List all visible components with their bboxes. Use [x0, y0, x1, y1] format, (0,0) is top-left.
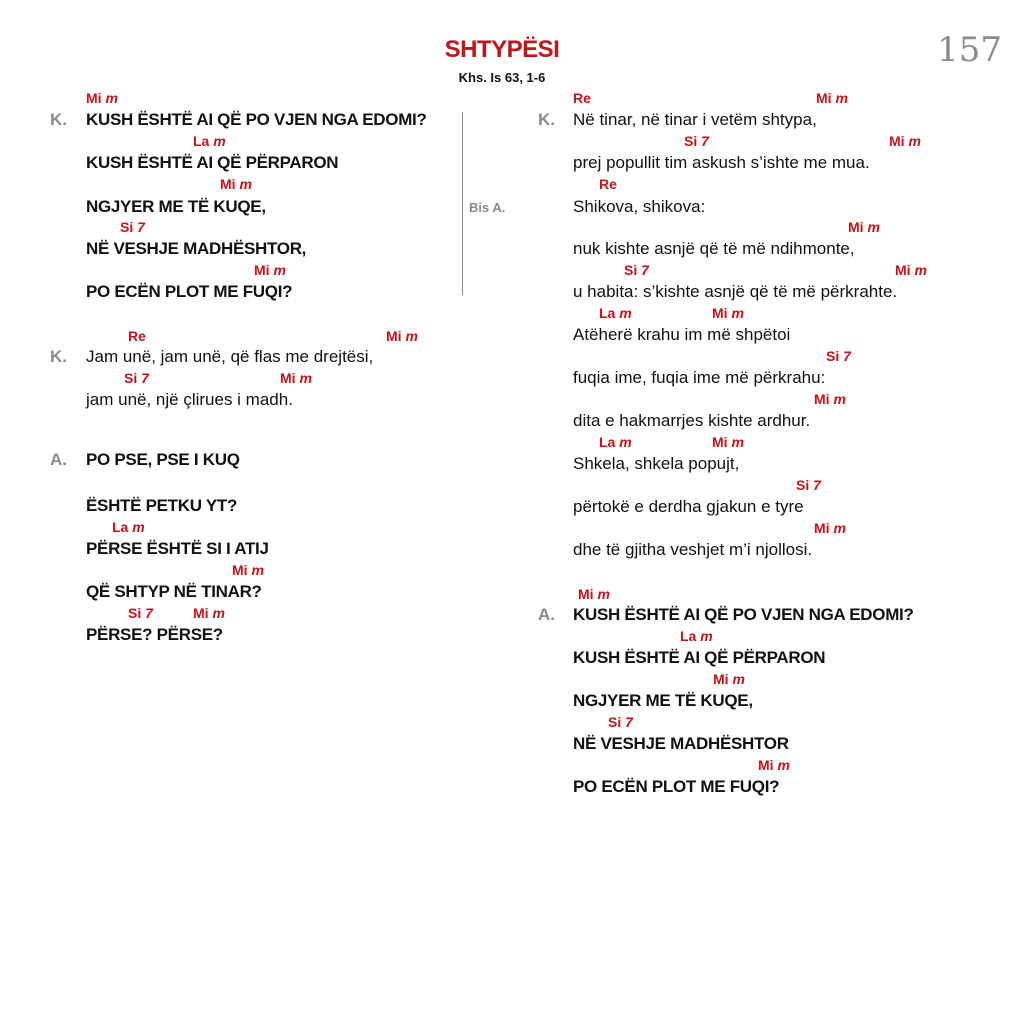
- lyric-line: dhe të gjitha veshjet m’i njollosi.: [573, 540, 813, 559]
- chord: Mi m: [280, 370, 312, 386]
- chord: Mi m: [889, 133, 921, 149]
- chord: Mi m: [713, 671, 745, 687]
- chord: Si 7: [624, 262, 649, 278]
- chord: Si 7: [826, 348, 851, 364]
- chord: Mi m: [86, 90, 118, 106]
- verse-label: A.: [538, 605, 555, 624]
- lyric-line: KUSH ËSHTË AI QË PO VJEN NGA EDOMI?: [86, 110, 427, 129]
- chord: Si 7: [684, 133, 709, 149]
- lyric-line: NGJYER ME TË KUQE,: [86, 197, 266, 216]
- lyric-line: PO PSE, PSE I KUQ: [86, 450, 240, 469]
- chord: La m: [193, 133, 226, 149]
- lyric-line: jam unë, një çlirues i madh.: [86, 390, 293, 409]
- lyric-line: ËSHTË PETKU YT?: [86, 496, 238, 515]
- chord: Mi m: [816, 90, 848, 106]
- chord: Mi m: [193, 605, 225, 621]
- chord: Re: [573, 90, 591, 106]
- chord: Mi m: [712, 434, 744, 450]
- chord: Mi m: [712, 305, 744, 321]
- verse-label: A.: [50, 450, 67, 469]
- chord: Mi m: [578, 586, 610, 602]
- lyric-line: KUSH ËSHTË AI QË PËRPARON: [573, 648, 826, 667]
- verse-label: K.: [50, 347, 67, 366]
- lyric-line: Shikova, shikova:: [573, 197, 706, 216]
- chord: La m: [599, 434, 632, 450]
- chord: Mi m: [895, 262, 927, 278]
- lyric-line: KUSH ËSHTË AI QË PO VJEN NGA EDOMI?: [573, 605, 914, 624]
- song-title: SHTYPËSI: [444, 36, 560, 63]
- lyric-line: PO ECËN PLOT ME FUQI?: [86, 282, 293, 301]
- lyric-line: fuqia ime, fuqia ime më përkrahu:: [573, 368, 826, 387]
- chord: Mi m: [758, 757, 790, 773]
- lyric-line: dita e hakmarrjes kishte ardhur.: [573, 411, 811, 430]
- chord: Mi m: [220, 176, 252, 192]
- lyric-line: NË VESHJE MADHËSHTOR,: [86, 239, 307, 258]
- verse-label: K.: [50, 110, 67, 129]
- chord: Si 7: [124, 370, 149, 386]
- scripture-reference: Khs. Is 63, 1-6: [458, 70, 546, 85]
- repeat-bracket-line: [462, 112, 463, 295]
- chord: La m: [680, 628, 713, 644]
- lyric-line: nuk kishte asnjë që të më ndihmonte,: [573, 239, 855, 258]
- verse-label: K.: [538, 110, 555, 129]
- chord: Re: [128, 328, 146, 344]
- lyric-line: PO ECËN PLOT ME FUQI?: [573, 777, 780, 796]
- lyric-line: KUSH ËSHTË AI QË PËRPARON: [86, 153, 339, 172]
- chord: Mi m: [386, 328, 418, 344]
- page-number: 157: [937, 30, 1002, 70]
- chord: La m: [599, 305, 632, 321]
- chord: Si 7: [128, 605, 153, 621]
- lyric-line: Atëherë krahu im më shpëtoi: [573, 325, 791, 344]
- chord: Mi m: [232, 562, 264, 578]
- lyric-line: Jam unë, jam unë, që flas me drejtësi,: [86, 347, 374, 366]
- lyric-line: Në tinar, në tinar i vetëm shtypa,: [573, 110, 817, 129]
- chord: Si 7: [796, 477, 821, 493]
- lyric-line: Shkela, shkela popujt,: [573, 454, 740, 473]
- lyric-line: përtokë e derdha gjakun e tyre: [573, 497, 804, 516]
- chord: La m: [112, 519, 145, 535]
- lyric-line: u habita: s’kishte asnjë që të më përkrahte.: [573, 282, 898, 301]
- chord: Si 7: [608, 714, 633, 730]
- chord: Mi m: [254, 262, 286, 278]
- lyric-line: PËRSE? PËRSE?: [86, 625, 223, 644]
- chord: Mi m: [848, 219, 880, 235]
- lyric-line: QË SHTYP NË TINAR?: [86, 582, 262, 601]
- lyric-line: NË VESHJE MADHËSHTOR: [573, 734, 789, 753]
- chord: Si 7: [120, 219, 145, 235]
- chord: Mi m: [814, 391, 846, 407]
- lyric-line: prej popullit tim askush s’ishte me mua.: [573, 153, 870, 172]
- lyric-line: PËRSE ËSHTË SI I ATIJ: [86, 539, 269, 558]
- chord: Re: [599, 176, 617, 192]
- chord: Mi m: [814, 520, 846, 536]
- lyric-line: NGJYER ME TË KUQE,: [573, 691, 753, 710]
- bis-label: Bis A.: [469, 200, 506, 215]
